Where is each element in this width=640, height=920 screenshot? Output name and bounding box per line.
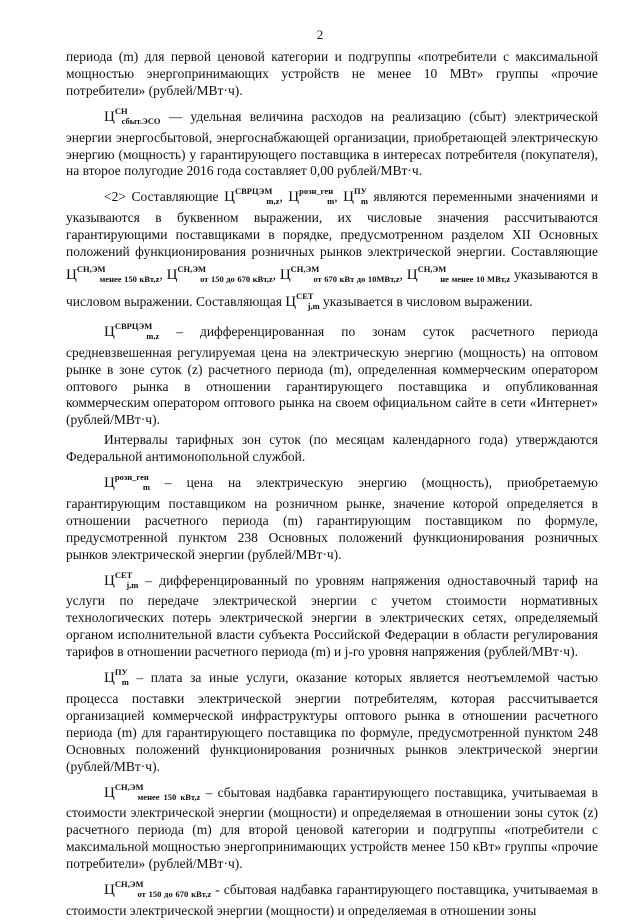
paragraph-7: $Ц^{СЕТ}_{j,m}$ – дифференцированный по уровням напряжения одноставочный тариф на услуги по передаче электрической энергии с учетом стоимости нормативных технологических потерь электрической энергии в электрических сетях, определяемый органом исполнительной власти субъекта Российской Федерации в области регулирования тарифов в отношении расчетного периода (m) и j-го уровня напряжения (рублей/МВт·ч). xyxy=(66,569,598,660)
price-symbol: $Ц^{розн\_ген}_m$ xyxy=(104,472,150,493)
paragraph-3: <2> Составляющие $Ц^{СВРЦЭМ}_{m,z}$, $Ц^{розн\_ген}_m$, $Ц^{ПУ}_m$ являются переменными значениями и указываются в буквенном выражении, их числовые значения рассчитываются гарантирующими поставщиками в порядке, предусмотренном разделом XII Основных положений функционирования розничных рынков электрической энергии. Составляющие $Ц^{СН,ЭМ}_{менее 150 кВт,z}$, $Ц^{СН,ЭМ}_{от 150 до 670 кВт,z}$, $Ц^{СН,ЭМ}_{от 670 кВт до 10МВт,z}$, $Ц^{СН,ЭМ}_{не менее 10 МВт,z}$ указываются в числовом выражении. Составляющая $Ц^{СЕТ}_{j,m}$ указывается в числовом выражении. xyxy=(66,186,599,311)
price-symbol: $Ц^{СВРЦЭМ}_{m,z}$ xyxy=(104,320,160,341)
price-symbol: $Ц^{ПУ}_m$ xyxy=(104,667,129,688)
paragraph-4: $Ц^{СВРЦЭМ}_{m,z}$ – дифференцированная по зонам суток расчетного периода средневзвешенная регулируемая цена на электрическую энергию (мощность) на оптовом рынке в зоне суток (z) расчетного периода (m), определенная коммерческим оператором оптового рынка в отношении гарантирующего поставщика и опубликованная коммерческим оператором оптового рынка на своем официальном сайте в сети «Интернет» (рублей/МВт·ч). xyxy=(66,320,598,428)
paragraph-6: $Ц^{розн\_ген}_m$ – цена на электрическую энергию (мощность), приобретаемую гарантирующим поставщиком на розничном рынке, значение которой определяется в отношении расчетного периода (m) гарантирующим поставщиком по формуле, предусмотренной пунктом 238 Основных положений функционирования розничных рынков электрической энергии (рублей/МВт·ч). xyxy=(66,472,598,562)
paragraph-5: Интервалы тарифных зон суток (по месяцам календарного года) утверждаются Федеральной антимонопольной службой. xyxy=(66,432,598,465)
page-number: 2 xyxy=(316,27,324,42)
price-symbol: $Ц^{СН}_{сбыт.ЭСО}$ xyxy=(104,105,161,126)
paragraph-1: периода (m) для первой ценовой категории и подгруппы «потребители с максимальной мощностью энергопринимающих устройств не менее 10 МВт» группы «прочие потребители» (рублей/МВт·ч). xyxy=(66,49,598,98)
paragraph-2: $Ц^{СН}_{сбыт.ЭСО}$ — удельная величина расходов на реализацию (сбыт) электрической энергии энергосбытовой, энергоснабжающей организации, приобретающей электрическую энергию (мощность) у гарантирующего поставщика в интересах потребителя (покупателя), на второе полугодие 2016 года составляет 0,00 рублей/МВт·ч. xyxy=(66,105,598,179)
paragraph-8: $Ц^{ПУ}_m$ – плата за иные услуги, оказание которых является неотъемлемой частью процесса поставки электрической энергии потребителям, которая рассчитывается организацией коммерческой инфраструктуры оптового рынка в отношении расчетного периода (m) для гарантирующего поставщика по формуле, предусмотренной пунктом 248 Основных положений функционирования розничных рынков электрической энергии (рублей/МВт·ч). xyxy=(66,667,598,774)
paragraph-9: $Ц^{СН,ЭМ}_{менее 150 кВт,z}$ – сбытовая надбавка гарантирующего поставщика, учитываемая в стоимости электрической энергии (мощности) и определяемая в отношении зоны суток (z) расчетного периода (m) для второй ценовой категории и подгруппы «потребители с максимальной мощностью энергопринимающих устройств менее 150 кВт» группы «прочие потребители» (рублей/МВт·ч). xyxy=(66,781,598,872)
price-symbol: $Ц^{СН,ЭМ}_{от 150 до 670 кВт,z}$ xyxy=(104,879,212,900)
price-symbol: $Ц^{СН,ЭМ}_{менее 150 кВт,z}$ xyxy=(104,781,201,802)
document-body xyxy=(66,49,598,920)
price-symbol: $Ц^{СЕТ}_{j,m}$ xyxy=(104,569,139,590)
paragraph-10: $Ц^{СН,ЭМ}_{от 150 до 670 кВт,z}$ - сбытовая надбавка гарантирующего поставщика, учитываемая в стоимости электрической энергии (мощности) и определяемая в отношении зоны xyxy=(66,879,598,918)
